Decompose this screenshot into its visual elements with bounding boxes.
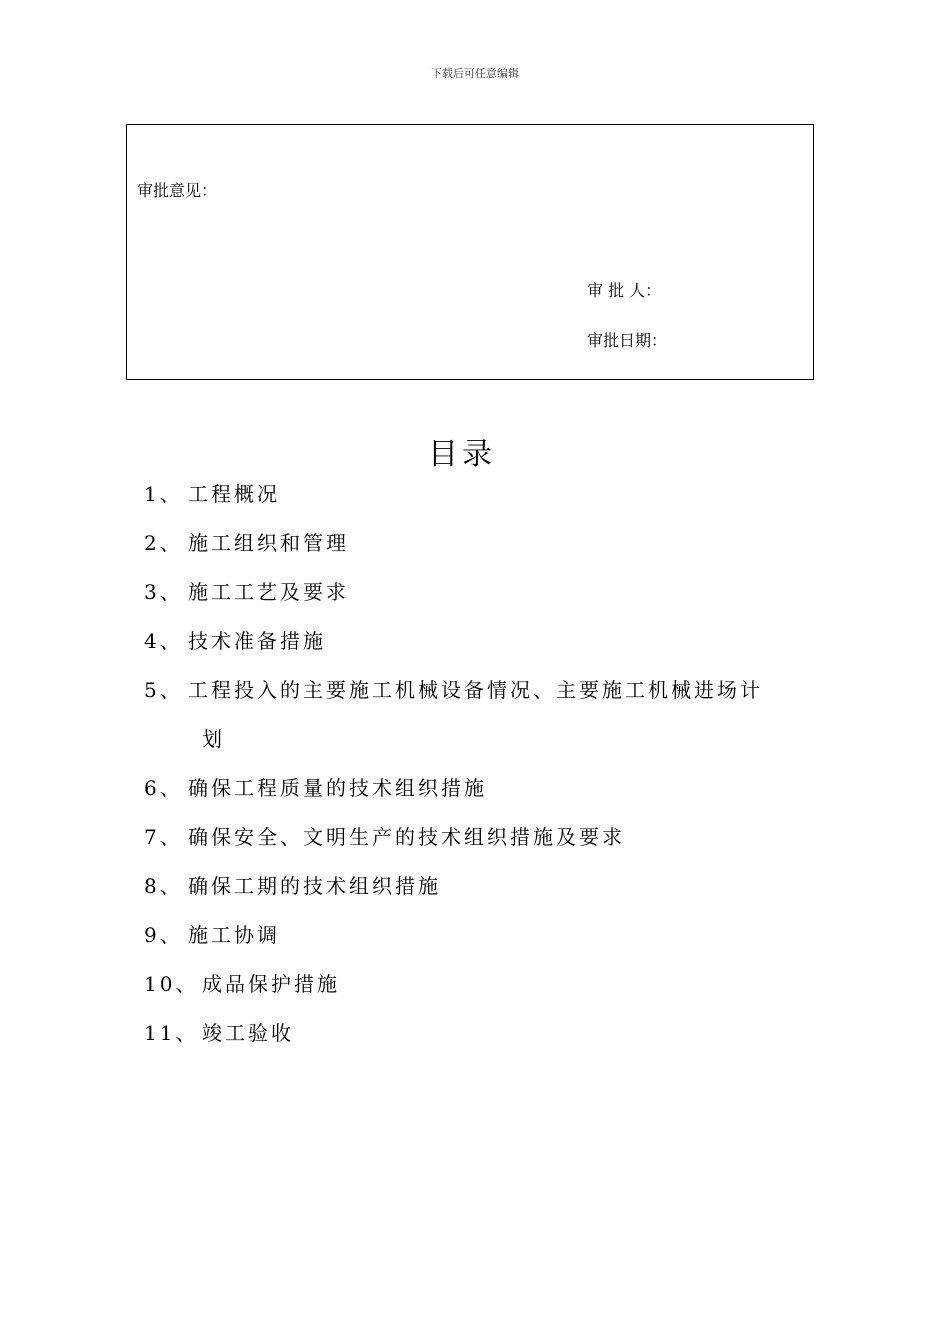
toc-item-number: 4、 bbox=[144, 629, 183, 653]
toc-item-text-continuation: 划 bbox=[202, 727, 225, 751]
toc-item-text: 工程投入的主要施工机械设备情况、主要施工机械进场计 bbox=[188, 678, 763, 702]
toc-item-text: 工程概况 bbox=[188, 482, 280, 506]
toc-item-text: 竣工验收 bbox=[202, 1021, 294, 1045]
toc-item-text: 施工协调 bbox=[188, 923, 280, 947]
toc-item-number: 3、 bbox=[144, 580, 183, 604]
toc-title: 目录 bbox=[428, 437, 496, 472]
approval-date-label: 审批日期： bbox=[587, 331, 668, 350]
toc-item-text: 施工工艺及要求 bbox=[188, 580, 349, 604]
toc-item-text: 技术准备措施 bbox=[188, 629, 326, 653]
toc-item-number: 7、 bbox=[144, 825, 183, 849]
toc-item-number: 11、 bbox=[144, 1021, 199, 1045]
approval-opinion-label: 审批意见： bbox=[137, 181, 218, 200]
page-header-note: 下载后可任意编辑 bbox=[431, 67, 519, 80]
toc-item-text: 确保安全、文明生产的技术组织措施及要求 bbox=[188, 825, 625, 849]
toc-item-text: 确保工期的技术组织措施 bbox=[188, 874, 441, 898]
toc-item-number: 1、 bbox=[144, 482, 183, 506]
approver-label: 审 批 人： bbox=[587, 281, 662, 300]
toc-item-number: 10、 bbox=[144, 972, 199, 996]
approval-box bbox=[126, 124, 814, 380]
toc-item-text: 确保工程质量的技术组织措施 bbox=[188, 776, 487, 800]
toc-item-number: 2、 bbox=[144, 531, 183, 555]
toc-item-number: 9、 bbox=[144, 923, 183, 947]
toc-item-number: 6、 bbox=[144, 776, 183, 800]
toc-item-number: 8、 bbox=[144, 874, 183, 898]
toc-item-text: 成品保护措施 bbox=[202, 972, 340, 996]
toc-item-number: 5、 bbox=[144, 678, 183, 702]
toc-item-text: 施工组织和管理 bbox=[188, 531, 349, 555]
